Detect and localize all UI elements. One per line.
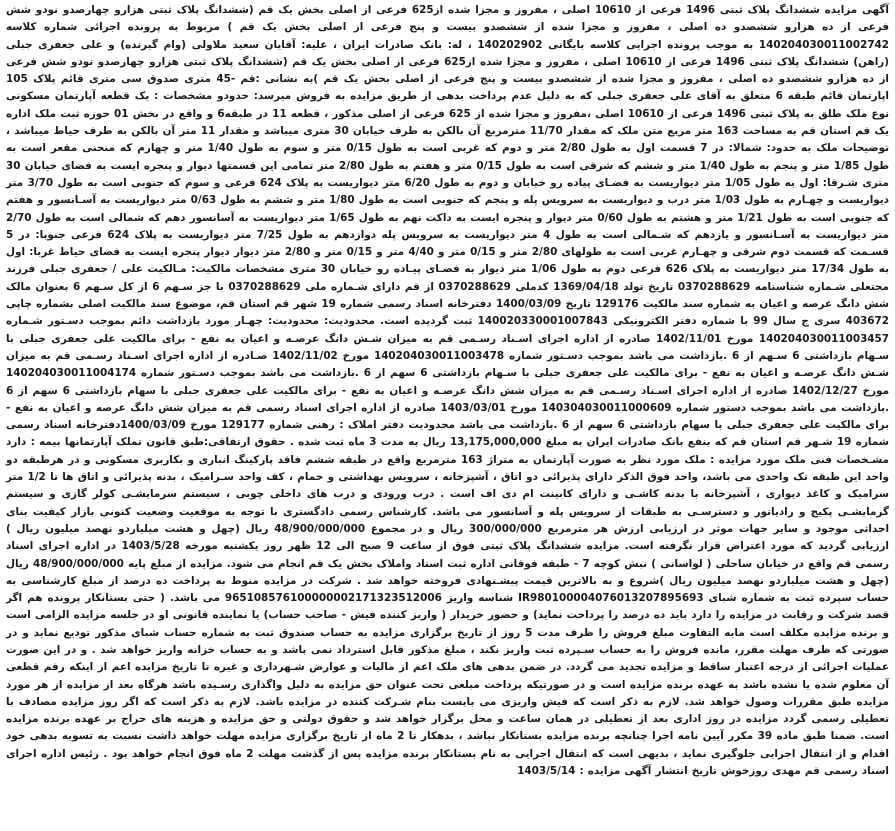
auction-notice-text: آگهی مزایده ششدانگ پلاک ثبتی 1496 فرعی از 10610 اصلی ، مفروز و مجزا شده از625 فرعی از اصلی بخش یک قم (ششدانگ پلاک ثبتی هزارو چهارصدو نودو شش فرعی از ده هزارو ششصدو ده اصلی ، مفروز و مجزا شده از ششصدو بیست و پنج فرعی از اصلی بخش یک قم ) مربوط به پرونده اجرائی شماره کلاسه 140204030011002742 به موجب پرونده اجرایی کلاسه بایگانی 140202902 ، له: بانک صادرات ایران ، علیه: آقایان سعید ملاولی (وام گیرنده) و علی جعفری جبلی (راهن) ششدانگ پلاک ثبتی 1496 فرعی از 10610 اصلی ، مفروز و مجزا شده از625 فرعی از اصلی بخش یک قم (ششدانگ پلاک ثبتی هزارو چهارصدو نودو شش فرعی از ده هزارو ششصدو ده اصلی ، مفروز و مجزا شده از ششصدو بیست و پنج فرعی از اصلی بخش یک قم )به نشانی :قم -45 متری صدوق سی متری قائم پلاک 105 اپارتمان قائم طبقه 6 متعلق به آقای علی جعفری جبلی که به دلیل عدم پرداخت بدهی از طریق مزایده به فروش میرسد: حدودو مشخصات : یک قطعه آپارتمان مسکونی نوع ملک طلق به پلاک ثبتی 1496 فرعی از 10610 اصلی ،مفروز و مجزا شده از 625 فرعی از اصلی مذکور ، قطعه 11 در طبقه6 و واقع در بخش 01 حوزه ثبت ملک اداره یک قم استان قم به مساحت 163 متر مربع متن ملک که مقدار 11/70 مترمربع آن بالکن به طرف خیابان 30 متری میباشد و مقدار 11 متر آن بالکن به طرف حیاط میباشد ، توضیحات ملک به حدود: شمالا: در 7 قسمت اول به طول 2/80 متر و دوم که غربی است به طول 0/15 متر و سوم به طول 1/40 متر و چهارم که منحنی مقعر است به طول 1/85 متر و پنجم به طول 1/40 متر و ششم که شرقی است به طول 0/15 متر و هفتم به طول 2/80 متر تمامی این قسمتها دیوار و پنجره ایست به فضای خیابان 30 متری شـرقا: اول به طول 1/05 متر دیواریست به فضـای پیاده رو خیابان و دوم به طول 6/20 متر دیواریست به پلاک 624 فرعی و سوم که جنوبی است به طول 3/70 متر دیواریست و چهـارم به طول 1/03 متر درب و دیواریست به سرویس پله و پنجم که جنوبی است به طول 1/80 متر و ششم به طول 0/63 متر دیواریست به آسـانسور و هفتم که جنوبی است به طول 1/21 متر و هشتم به طول 0/60 متر دیوار و پنجره ایست به داکت نهم به طول 1/65 متر دیواریست به آسانسور دهم که شمالی است به طول 2/70 متر دیواریست به آسـانسور و یازدهم که شـمالی است به طول 4 متر دیواریست به سرویس پله دوازدهم به طول 7/25 متر دیواریست به پلاک 624 فرعی جنوبا: در 5 قسـمت که قسمت دوم شرقی و چهـارم غربی است به طولهای 2/80 متر و 0/15 متر و 4/40 متر و 0/15 متر و 2/80 متر دیوار دیوار پنجره ایست به فضای حیاط غربا: اول به طول 17/34 متر دیواریست به پلاک 626 فرعی دوم به طول 1/06 متر دیوار به فضـای پیـاده رو خیابان 30 متری مشخصات مالکیت: مـالکیت علی / جعفری جبلی فرزند مجتعلی شـماره شناسنامه 0370288629 تاریخ تولد 1369/04/18 کدملی 0370288629 از قم دارای شـماره ملی 0370288629 با جز سـهم 6 از کل سـهم 6 بعنوان مالک شش دانگ عرصه و اعیان به شماره سند مالکیت 129176 تاریخ 1400/03/09 دفترخانه اسناد رسمی شماره 19 شهر قم استان قم، موضوع سند مالکیت اصلی بشماره چاپی 403672 سری ج سال 99 با شماره دفتر الکترونیکی 140020330001007843 ثبت گردیده است. محدودیت: محدودیت: چهـار مورد بازداشت دائم بموجب دسـتور شـماره 140204030011003457 مورخ 1402/11/01 صادره از اداره اجرای اسـناد رسـمی قم به میزان شـش دانگ عرصـه و اعیان به نفع - برای مالکیت علی جعفری جبلی با سـهام بازداشتی 6 سـهم از 6 .بازداشت می باشد بموجب دسـتور شماره 140204030011003478 مورخ 1402/11/02 صـادره از اداره اجرای اسـناد رسـمی قم به میزان شـش دانگ عرصـه و اعیان به نفع - برای مالکیت علی جعفری جبلی با سـهام بازداشتی 6 سهم از 6 .بازداشت می باشد بموجب دسـتور شماره 140204030011004174 مورخ 1402/12/27 صادره از اداره اجرای اسـناد رسـمی قم به میزان شش دانگ عرصـه و اعیان به نفع - برای مالکیت علی جعفری جبلی با سهام بازداشتی 6 سهم از 6 .بازداشت می باشد بموجب دستور شماره 140304030011000609 مورخ 1403/03/01 صادره از اداره اجرای اسناد رسمی قم به میزان شش دانگ عرصه و اعیان به نفع - برای مالکیت علی جعفری جبلی با سهام بازداشتی 6 سهم از 6 .بازداشت می باشد محدودیت دفتر املاک : رهنی شماره 129177 مورخ 1400/03/09دفترخانه اسناد رسمی شماره 19 شـهر قم استان قم که بنفع بانک صادرات ایران به مبلغ 13,175,000,000 ریال به مدت 3 ماه ثبت شده . حقوق ارتفاقی:طبق قانون تملک آپارتمانها بیمه : دارد مشـخصات فنی ملک مورد مزایده : ملک مورد نظر به صورت آپارتمان به متراژ 163 مترمربع واقع در طبقه ششم فاقد پارکینگ انباری و بکاربری مسکونی و در هرطبقه دو واحد این طبقه تک واحدی می باشد، واحد فوق الذکر دارای پذیرائی دو اتاق ، آشپزخانه ، سرویس بهداشتی و حمام ، کف واحد سـرامیک ، بدنه پذیرائی و اتاق ها تا 1/2 متر سرامیک و کاغذ دیواری ، آشپزخانه با بدنه کاشـی و دارای کابینت ام دی اف است . درب ورودی و درب های داخلی چوبی ، سیستم سرمایشـی کولر گازی و سیستم گرمایشـی پکیج و رادیاتور و دسترسـی به طبقات از سرویس پله و آسانسور می باشد. کارشناس رسمی دادگستری با توجه به موقعیت وضعیت کنونی بازار کیفیت بنای احداثی موجود و سایر جهات موثر در ارزیابی ارزش هر مترمربع 300/000/000 ریال و در مجموع 48/900/000/000 ریال (چهل و هشت میلیاردو نهصد میلیون ریال ) ارزیابی گردید که مورد اعتراض قرار نگرفته است. مزایده ششدانگ پلاک ثبتی فوق از ساعت 9 صبح الی 12 ظهر روز یکشنبه مورخه 1403/5/28 در اداره اجرای اسناد رسمی قم واقع در خیابان ساحلی ( لواسانی ) نبش کوچه 7 - طبقه فوقانی اداره ثبت اسناد واملاک بخش یک قم انجام می شود. مزایده از مبلغ پایه 48/900/000/000 ریال (چهل و هشت میلیاردو نهصد میلیون ریال )شروع و به بالاترین قیمت پیشـنهادی فروخته خواهد شد . شرکت در مزایده منوط به پرداخت ده درصد از مبلغ کارشناسی به حساب سپرده ثبت به شماره شبای IR980100004076013207895693 شناسه واریز 965108576100000002171323512006 می باشد. ( حتی بستانکار پرونده هم اگر قصد شرکت و رقابت در مزایده را دارد باید ده درصد را پرداخت نماید) و حضور خریدار ( واریز کننده فیش - صاحب حساب) یا نماینده قانونی او در جلسه مزایده الزامی است و برنده مزایده مکلف است مابه التفاوت مبلغ فروش را ظرف مدت 5 روز از تاریخ برگزاری مزایده به حساب صندوق ثبت به شماره حساب شبای مذکور تودیع نماید و در صورتی که ظرف مهلت مقرر، مانده فروش را به حساب سـپرده ثبت واریز نکند ، مبلغ مذکور قابل استرداد نمی باشد و به حساب خزانه واریز خواهد شد . و در این صورت عملیات اجرائی از درجه اعتبار ساقط و مزایده تجدید می گردد. در ضمن بدهی های ملک اعم از مالیات و عوارض شـهرداری و غیره تا تاریخ مزایده اعم از اینکه رقم قطعی آن معلوم شده یا نشده باشد به عهده برنده مزایده است و در صورتیکه پرداخت مبلغی تحت عنوان حق مزایده به دلیل واگذاری رسـیده باشد هرگاه بعد از مزایده از هر مورد مزایده طبق مقررات وصول خواهد شد. لازم به ذکر است که فیش واریزی می بایست بنام شـرکت کننده در مزایده باشد. لازم به ذکر است که اگر روز مزایده مصادف با تعطیلی رسمی گردد مزایده در روز اداری بعد از تعطیلی در همان ساعت و محل برگزار خواهد شد و حقوق دولتی و حق مزایده و هزینه های حراج بر عهده برنده مزایده است. ضمنا طبق ماده 39 مکرر آیین نامه اجرا چنانچه برنده مزایده بستانکار نباشد ، بدهکار تا 2 ماه از تاریخ برگزاری مزایده مهلت خواهد داشت نسبت به تسویه بدهی خود اقدام و از انتقال اجرایی جلوگیری نماید ، بدیهی است که انتقال اجرایی به نام بستانکار برنده مزایده پس از گذشت مهلت 2 ماه فوق انجام خواهد بود . رئیس اداره اجرای اسناد رسمی قم مهدی روزخوش تاریخ انتشار آگهی مزایده : 1403/5/14: [6, 4, 890, 778]
